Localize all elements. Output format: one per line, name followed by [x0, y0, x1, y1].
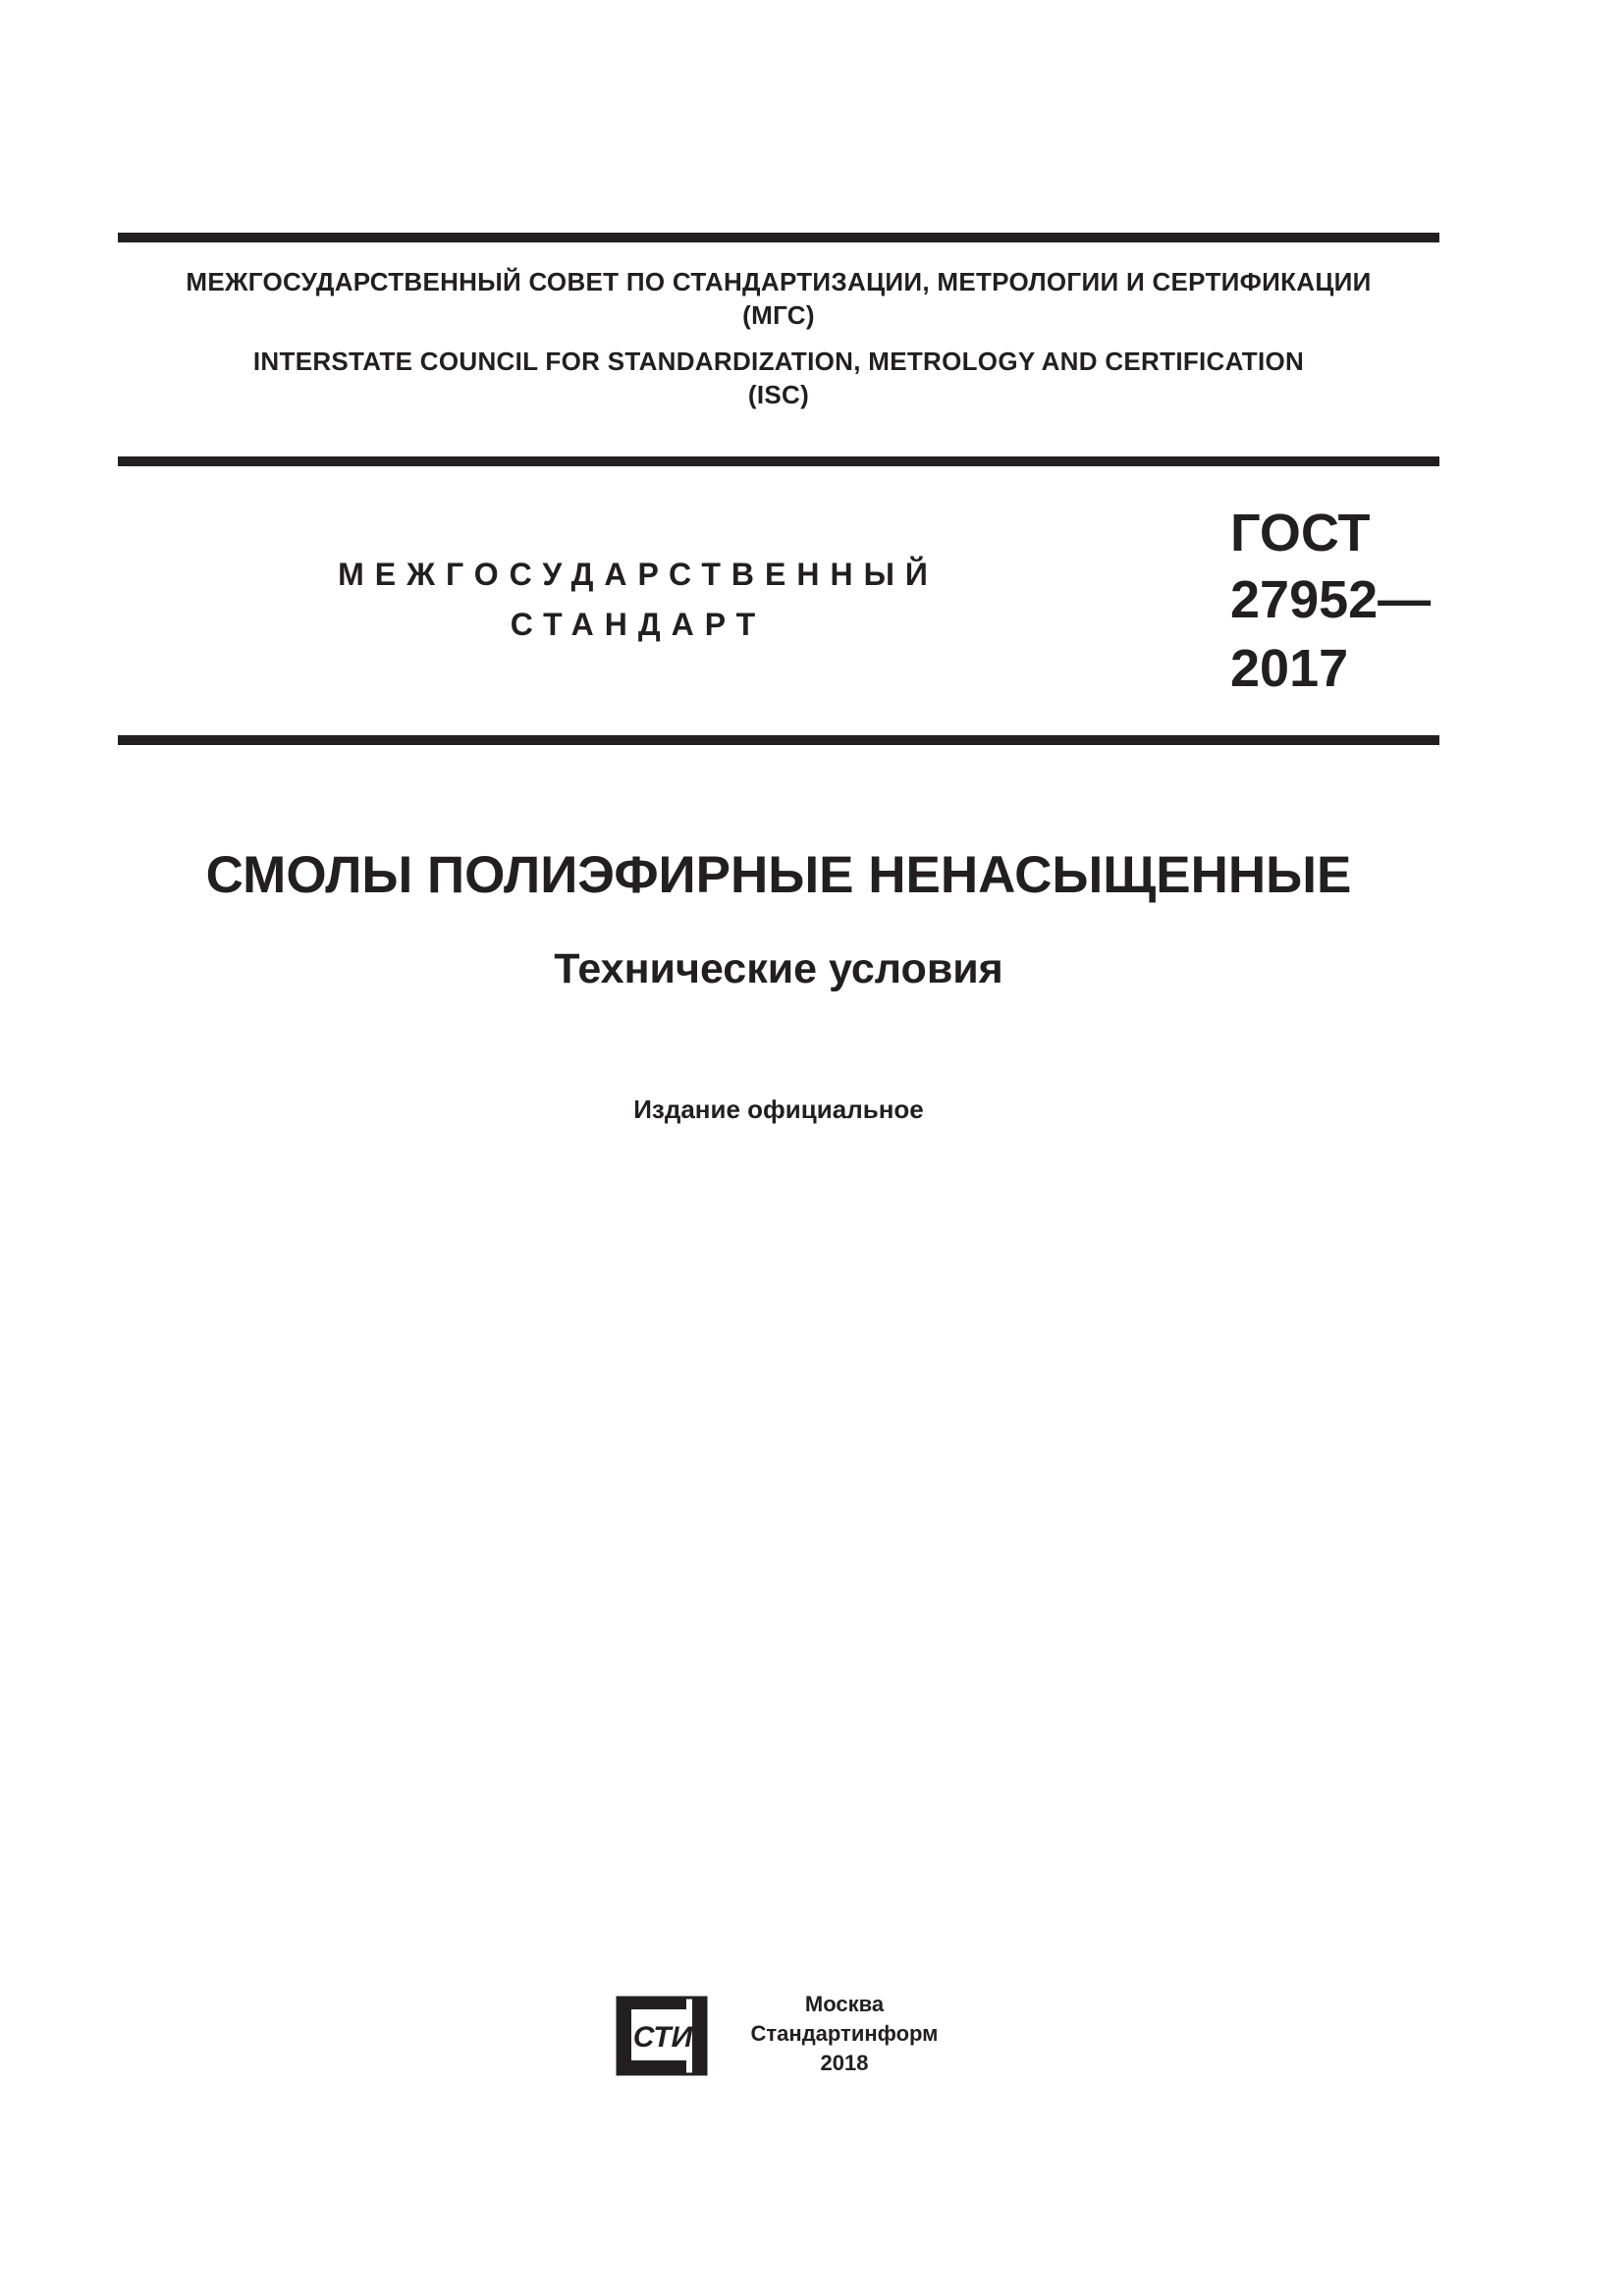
standard-type-line1: МЕЖГОСУДАРСТВЕННЫЙ: [338, 557, 939, 592]
publisher-name: Стандартинформ: [750, 2021, 939, 2046]
publisher-year: 2018: [820, 2051, 869, 2075]
bottom-rule: [118, 735, 1439, 745]
council-en-block: [118, 345, 1439, 411]
publisher-city: Москва: [804, 1992, 885, 2016]
document-title: СМОЛЫ ПОЛИЭФИРНЫЕ НЕНАСЫЩЕННЫЕ: [205, 846, 1352, 904]
standartinform-logo-icon: [616, 1996, 708, 2076]
council-ru-block: [118, 265, 1439, 332]
document-subtitle: Технические условия: [554, 945, 1003, 992]
standard-type-line2: СТАНДАРТ: [510, 607, 767, 642]
gost-year: 2017: [1230, 639, 1349, 698]
council-ru-abbr: (МГС): [742, 300, 815, 330]
middle-rule: [118, 456, 1439, 466]
publisher-block: [717, 1990, 972, 2078]
gost-number: 27952—: [1230, 570, 1432, 629]
council-ru-name: МЕЖГОСУДАРСТВЕННЫЙ СОВЕТ ПО СТАНДАРТИЗАЦИИ, МЕТРОЛОГИИ И СЕРТИФИКАЦИИ: [186, 267, 1372, 296]
council-en-abbr: (ISC): [747, 380, 810, 409]
council-en-name: INTERSTATE COUNCIL FOR STANDARDIZATION, METROLOGY AND CERTIFICATION: [252, 347, 1305, 376]
edition-note: Издание официальное: [633, 1095, 924, 1124]
top-rule: [118, 233, 1439, 242]
logo-text: СТИ: [632, 2021, 693, 2054]
gost-label: ГОСТ: [1230, 504, 1371, 562]
